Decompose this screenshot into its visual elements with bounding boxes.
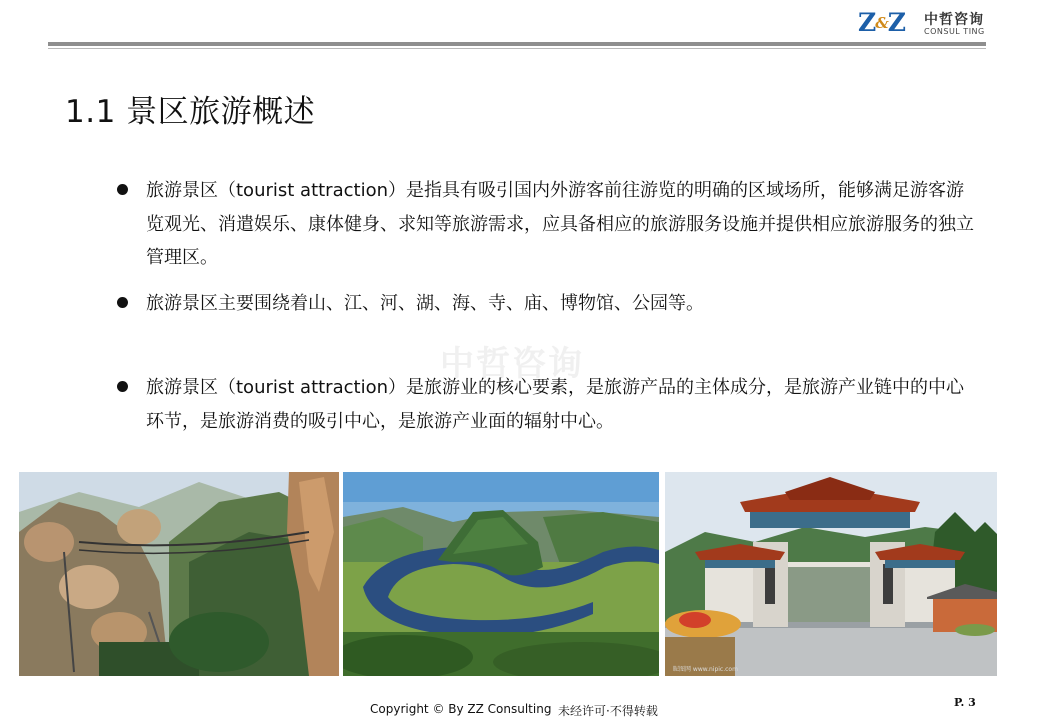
slide-title: 1.1 景区旅游概述: [65, 94, 316, 130]
bullet-list: [117, 174, 977, 438]
bullet-dot-icon: [117, 381, 128, 392]
logo-mark-z2: Z: [887, 8, 906, 37]
footer-copyright: Copyright © By ZZ Consulting: [370, 702, 552, 716]
photo-river-bend: [343, 472, 659, 676]
logo-chinese-name: 中哲咨询: [924, 12, 984, 28]
watermark: 中哲咨询: [440, 344, 584, 384]
bullet-item: [117, 287, 977, 321]
logo-mark-amp: &: [875, 14, 888, 32]
bullet-text: 旅游景区（tourist attraction）是指具有吸引国内外游客前往游览的明确的区域场所，能够满足游客游览观光、消遣娱乐、康体健身、求知等旅游需求，应具备相应的旅游服务设施并提供相应旅游服务的独立管理区。: [146, 180, 974, 268]
bullet-text: 旅游景区主要围绕着山、江、河、湖、海、寺、庙、博物馆、公园等。: [146, 292, 704, 314]
footer-notice: 未经许可·不得转载: [558, 704, 658, 718]
photo-mountain-bridge: [19, 472, 339, 676]
bullet-item: [117, 174, 977, 275]
logo-mark-z1: Z: [858, 8, 876, 37]
bullet-dot-icon: [117, 297, 128, 308]
bullet-text: 旅游景区（tourist attraction）是旅游业的核心要素，是旅游产品的主体成分，是旅游产业链中的中心环节，是旅游消费的吸引中心，是旅游产业面的辐射中心。: [146, 377, 964, 432]
header-divider-thick: [48, 42, 986, 46]
bullet-item: [117, 371, 977, 438]
header-divider-thin: [48, 48, 986, 49]
photo-credit: 昵图网 www.nipic.com: [673, 666, 738, 673]
company-logo: [858, 8, 988, 38]
page-number: P. 3: [954, 696, 976, 709]
photo-chinese-gate: [665, 472, 997, 676]
logo-english-name: CONSUL TING: [924, 27, 985, 36]
bullet-dot-icon: [117, 184, 128, 195]
logo-mark: [858, 8, 905, 37]
